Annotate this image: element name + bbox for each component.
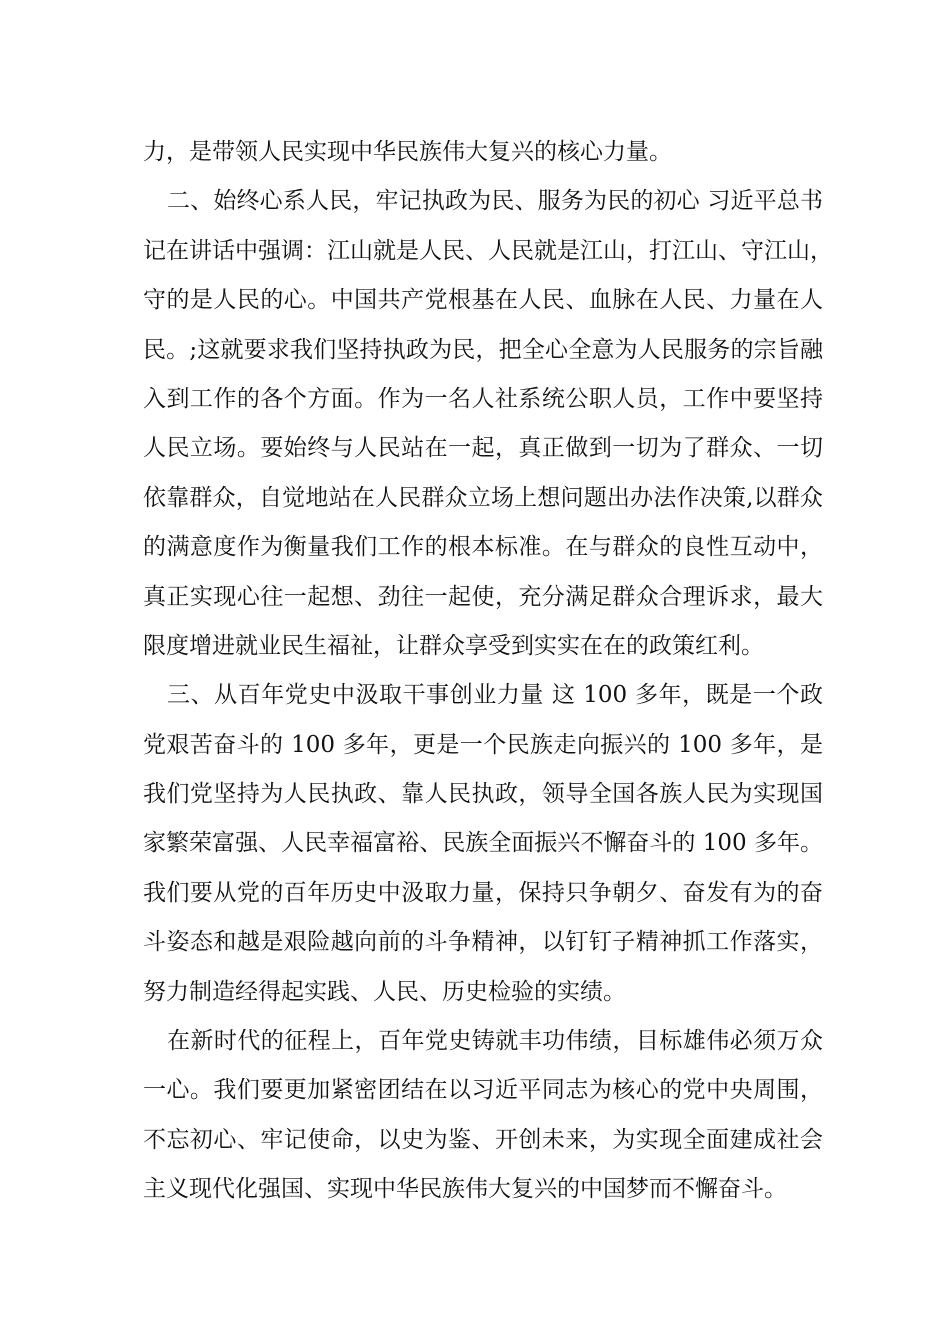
text-line-2: 二、始终心系人民，牢记执政为民、服务为民的初心 习近平总书 <box>167 188 823 215</box>
text-line-6: 入到工作的各个方面。作为一名人社系统公职人员，工作中要坚持 <box>143 385 823 412</box>
text-line-21: 不忘初心、牢记使命，以史为鉴、开创未来，为实现全面建成社会 <box>143 1126 823 1153</box>
text-line-1: 力，是带领人民实现中华民族伟大复兴的核心力量。 <box>143 139 672 165</box>
text-line-17: 斗姿态和越是艰险越向前的斗争精神，以钉钉子精神抓工作落实， <box>143 929 823 956</box>
body-text <box>143 128 833 1215</box>
text-line-13: 党艰苦奋斗的 100 多年，更是一个民族走向振兴的 100 多年，是 <box>143 731 823 758</box>
text-line-4: 守的是人民的心。中国共产党根基在人民、血脉在人民、力量在人 <box>143 287 823 314</box>
text-line-22: 主义现代化强国、实现中华民族伟大复兴的中国梦而不懈奋斗。 <box>143 1176 787 1203</box>
text-line-19: 在新时代的征程上，百年党史铸就丰功伟绩，目标雄伟必须万众 <box>167 1028 823 1055</box>
text-line-15: 家繁荣富强、人民幸福富裕、民族全面振兴不懈奋斗的 100 多年。 <box>143 830 823 857</box>
text-line-10: 真正实现心往一起想、劲往一起使，充分满足群众合理诉求，最大 <box>143 583 823 610</box>
text-line-14: 我们党坚持为人民执政、靠人民执政，领导全国各族人民为实现国 <box>143 781 823 808</box>
text-line-16: 我们要从党的百年历史中汲取力量，保持只争朝夕、奋发有为的奋 <box>143 879 823 906</box>
text-line-11: 限度增进就业民生福祉，让群众享受到实实在在的政策红利。 <box>143 632 764 659</box>
text-line-8: 依靠群众，自觉地站在人民群众立场上想问题出办法作决策,以群众 <box>143 484 823 511</box>
text-line-5: 民。;这就要求我们坚持执政为民，把全心全意为人民服务的宗旨融 <box>143 336 823 363</box>
text-line-12: 三、从百年党史中汲取干事创业力量 这 100 多年，既是一个政 <box>167 682 823 709</box>
text-line-18: 努力制造经得起实践、人民、历史检验的实绩。 <box>143 978 626 1005</box>
text-line-3: 记在讲话中强调：江山就是人民、人民就是江山，打江山、守江山， <box>143 237 833 264</box>
text-line-20: 一心。我们要更加紧密团结在以习近平同志为核心的党中央周围， <box>143 1077 823 1104</box>
text-line-7: 人民立场。要始终与人民站在一起，真正做到一切为了群众、一切 <box>143 435 823 462</box>
text-line-9: 的满意度作为衡量我们工作的根本标准。在与群众的良性互动中， <box>143 534 823 561</box>
